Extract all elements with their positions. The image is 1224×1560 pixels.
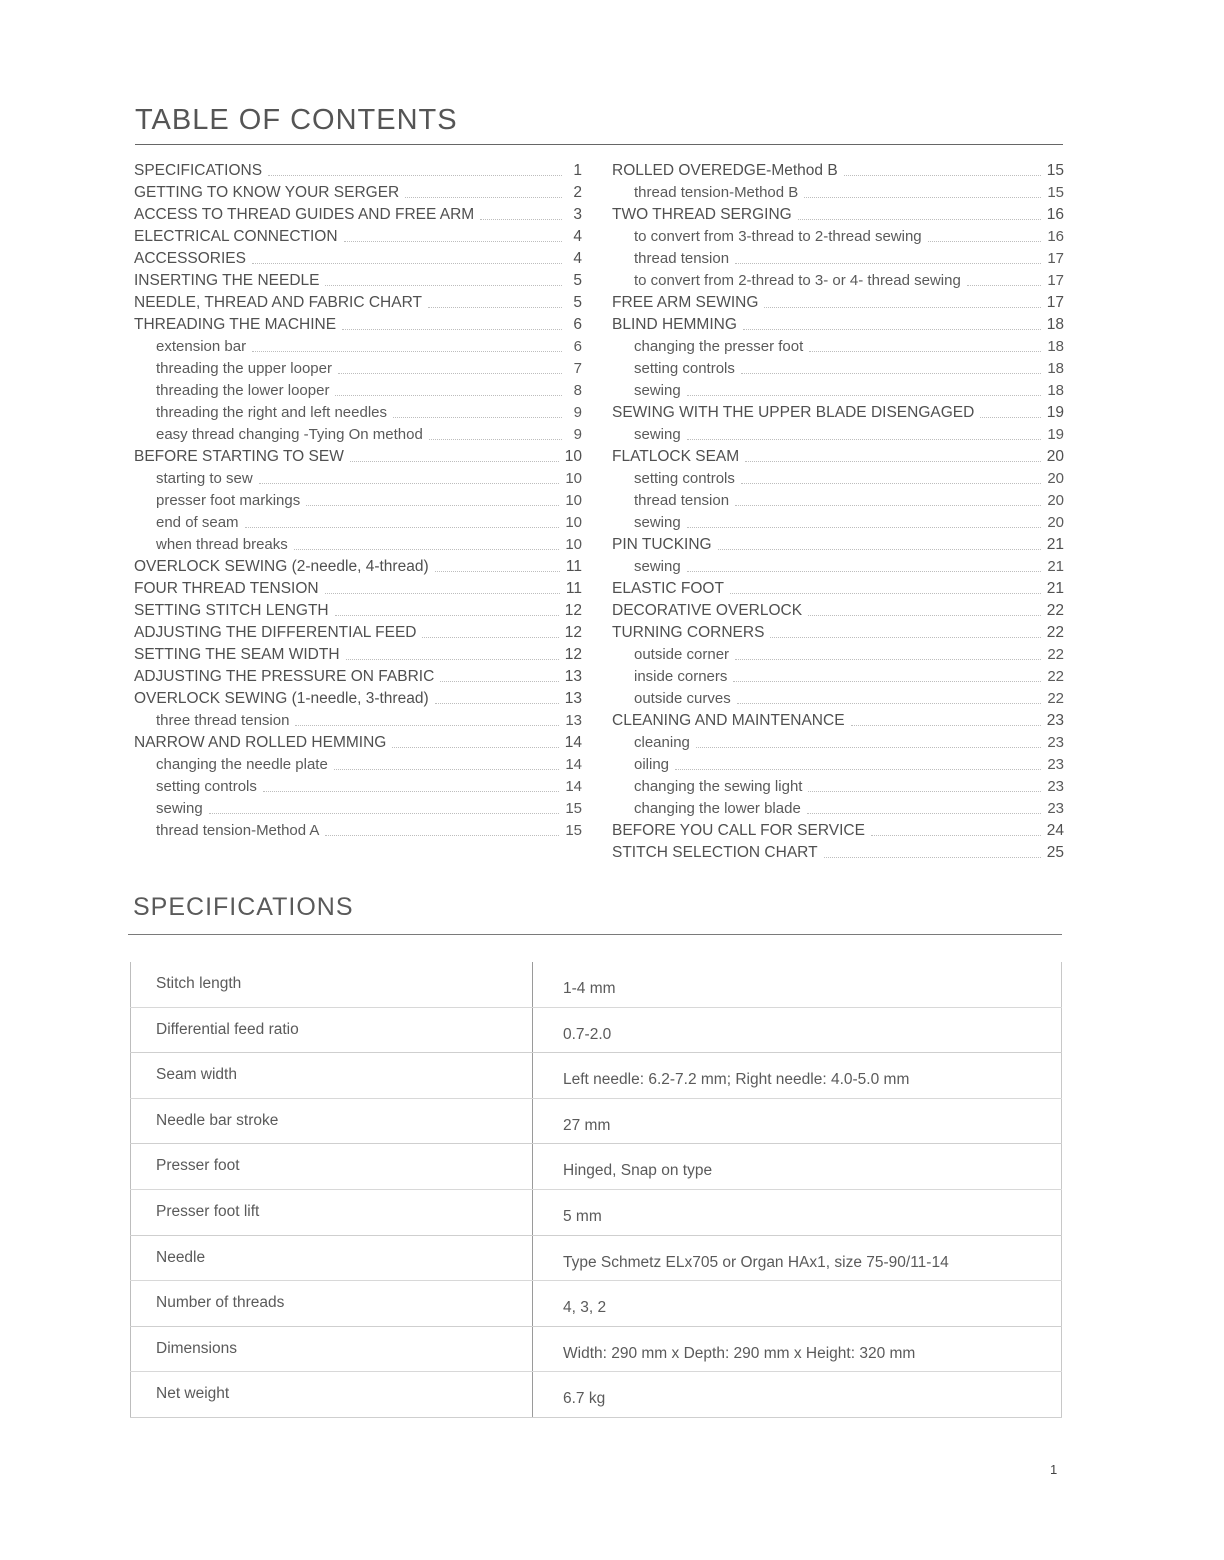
toc-leader-dots: [804, 196, 1041, 198]
toc-entry-label: sewing: [634, 558, 681, 575]
toc-entry-page: 13: [564, 690, 582, 707]
toc-entry-label: sewing: [634, 426, 681, 443]
toc-leader-dots: [344, 240, 562, 242]
toc-entry: [134, 270, 582, 292]
toc-entry-page: 18: [1046, 316, 1064, 333]
spec-row: [130, 1372, 1062, 1418]
toc-entry-label: outside curves: [634, 690, 731, 707]
toc-entry-page: 20: [1047, 470, 1064, 487]
toc-entry-label: sewing: [634, 382, 681, 399]
toc-leader-dots: [335, 394, 562, 396]
toc-entry-page: 22: [1047, 690, 1064, 707]
toc-entry-page: 12: [564, 624, 582, 641]
toc-entry-label: BEFORE YOU CALL FOR SERVICE: [612, 822, 865, 839]
toc-entry-label: threading the right and left needles: [156, 404, 387, 421]
toc-entry-label: end of seam: [156, 514, 239, 531]
toc-subentry: [612, 182, 1064, 204]
toc-entry-label: sewing: [156, 800, 203, 817]
toc-entry-label: BLIND HEMMING: [612, 316, 737, 333]
toc-title-rule: [135, 144, 1063, 145]
spec-value: Type Schmetz ELx705 or Organ HAx1, size 75-90/11-14: [532, 1236, 1062, 1281]
toc-leader-dots: [405, 196, 562, 198]
toc-entry-page: 18: [1047, 338, 1064, 355]
toc-entry-page: 24: [1046, 822, 1064, 839]
toc-entry-page: 14: [565, 756, 582, 773]
spec-key: Needle bar stroke: [130, 1099, 532, 1144]
toc-entry-label: CLEANING AND MAINTENANCE: [612, 712, 845, 729]
toc-entry-label: thread tension-Method A: [156, 822, 320, 839]
toc-entry-page: 21: [1047, 558, 1064, 575]
toc-entry-label: TURNING CORNERS: [612, 624, 765, 641]
toc-leader-dots: [440, 680, 558, 682]
toc-entry: [134, 226, 582, 248]
toc-entry-page: 10: [565, 492, 582, 509]
toc-leader-dots: [675, 768, 1041, 770]
toc-entry-page: 3: [573, 206, 582, 223]
toc-entry-page: 23: [1047, 800, 1064, 817]
toc-entry-page: 15: [565, 822, 582, 839]
toc-entry-label: SETTING THE SEAM WIDTH: [134, 646, 340, 663]
toc-subentry: [612, 512, 1064, 534]
specifications-table: [130, 962, 1062, 1418]
toc-entry-label: ROLLED OVEREDGE-Method B: [612, 162, 838, 179]
spec-key: Differential feed ratio: [130, 1008, 532, 1053]
spec-value: 1-4 mm: [532, 962, 1062, 1007]
toc-entry: [612, 160, 1064, 182]
toc-entry-label: NARROW AND ROLLED HEMMING: [134, 734, 387, 751]
toc-entry-label: thread tension-Method B: [634, 184, 799, 201]
toc-entry-label: thread tension: [634, 250, 730, 267]
toc-left-column: [134, 160, 582, 842]
toc-entry: [134, 248, 582, 270]
toc-entry-page: 15: [565, 800, 582, 817]
toc-right-column: [612, 160, 1064, 864]
toc-entry-page: 22: [1047, 646, 1064, 663]
toc-leader-dots: [809, 350, 1041, 352]
toc-leader-dots: [687, 394, 1042, 396]
toc-leader-dots: [346, 658, 559, 660]
toc-entry-page: 19: [1047, 426, 1064, 443]
toc-leader-dots: [967, 284, 1041, 286]
toc-entry: [134, 204, 582, 226]
spec-key: Presser foot lift: [130, 1190, 532, 1235]
toc-leader-dots: [808, 790, 1041, 792]
toc-subentry: [134, 424, 582, 446]
toc-entry: [134, 292, 582, 314]
toc-entry-label: SEWING WITH THE UPPER BLADE DISENGAGED: [612, 404, 975, 421]
spec-value: 6.7 kg: [532, 1372, 1062, 1417]
toc-entry-page: 10: [565, 514, 582, 531]
toc-subentry: [134, 754, 582, 776]
toc-leader-dots: [851, 724, 1041, 726]
toc-subentry: [612, 226, 1064, 248]
toc-entry-label: OVERLOCK SEWING (2-needle, 4-thread): [134, 558, 429, 575]
toc-entry-label: cleaning: [634, 734, 690, 751]
spec-value: 0.7-2.0: [532, 1008, 1062, 1053]
toc-entry: [134, 644, 582, 666]
toc-entry: [134, 160, 582, 182]
toc-leader-dots: [770, 636, 1040, 638]
toc-entry-label: NEEDLE, THREAD AND FABRIC CHART: [134, 294, 422, 311]
toc-entry-page: 20: [1047, 492, 1064, 509]
spec-key: Dimensions: [130, 1327, 532, 1372]
toc-leader-dots: [294, 548, 560, 550]
toc-leader-dots: [741, 372, 1041, 374]
toc-entry-page: 13: [564, 668, 582, 685]
toc-entry-label: BEFORE STARTING TO SEW: [134, 448, 344, 465]
toc-entry-page: 23: [1047, 756, 1064, 773]
toc-leader-dots: [428, 306, 562, 308]
toc-leader-dots: [392, 746, 558, 748]
toc-entry: [134, 314, 582, 336]
toc-entry-label: sewing: [634, 514, 681, 531]
toc-leader-dots: [325, 834, 559, 836]
toc-leader-dots: [735, 262, 1041, 264]
toc-subentry: [134, 358, 582, 380]
toc-entry: [134, 446, 582, 468]
toc-entry-page: 17: [1047, 272, 1064, 289]
toc-entry-label: outside corner: [634, 646, 730, 663]
toc-entry-label: to convert from 2-thread to 3- or 4- thread sewing: [634, 272, 961, 289]
toc-entry-page: 10: [564, 448, 582, 465]
spec-value: 4, 3, 2: [532, 1281, 1062, 1326]
toc-entry-page: 4: [573, 250, 582, 267]
toc-entry-label: SETTING STITCH LENGTH: [134, 602, 329, 619]
toc-entry-page: 14: [564, 734, 582, 751]
toc-leader-dots: [435, 570, 560, 572]
toc-entry-page: 22: [1046, 602, 1064, 619]
spec-row: [130, 1053, 1062, 1099]
toc-entry-page: 12: [564, 646, 582, 663]
toc-entry-page: 1: [573, 162, 582, 179]
toc-entry-page: 22: [1047, 668, 1064, 685]
spec-value: 27 mm: [532, 1099, 1062, 1144]
toc-subentry: [612, 490, 1064, 512]
toc-subentry: [612, 336, 1064, 358]
toc-entry-label: inside corners: [634, 668, 728, 685]
toc-entry: [134, 732, 582, 754]
toc-entry-label: ACCESS TO THREAD GUIDES AND FREE ARM: [134, 206, 475, 223]
toc-leader-dots: [696, 746, 1041, 748]
toc-entry-label: threading the lower looper: [156, 382, 330, 399]
toc-entry-label: FOUR THREAD TENSION: [134, 580, 319, 597]
toc-entry-page: 16: [1047, 228, 1064, 245]
toc-entry-page: 7: [573, 360, 582, 377]
toc-subentry: [134, 776, 582, 798]
toc-leader-dots: [928, 240, 1042, 242]
toc-leader-dots: [338, 372, 562, 374]
toc-entry-label: extension bar: [156, 338, 247, 355]
toc-leader-dots: [764, 306, 1040, 308]
toc-entry-label: changing the needle plate: [156, 756, 328, 773]
toc-entry-label: when thread breaks: [156, 536, 288, 553]
toc-leader-dots: [718, 548, 1041, 550]
toc-subentry: [612, 798, 1064, 820]
toc-entry-label: oiling: [634, 756, 670, 773]
spec-value: Hinged, Snap on type: [532, 1144, 1062, 1189]
toc-entry-page: 15: [1046, 162, 1064, 179]
toc-entry: [612, 842, 1064, 864]
toc-entry: [612, 710, 1064, 732]
toc-leader-dots: [687, 438, 1042, 440]
toc-entry-page: 22: [1046, 624, 1064, 641]
specifications-title: SPECIFICATIONS: [133, 893, 354, 921]
toc-entry-label: INSERTING THE NEEDLE: [134, 272, 320, 289]
toc-leader-dots: [743, 328, 1041, 330]
toc-entry-page: 23: [1047, 778, 1064, 795]
toc-subentry: [134, 820, 582, 842]
toc-entry-page: 6: [573, 316, 582, 333]
toc-entry-label: changing the lower blade: [634, 800, 801, 817]
toc-subentry: [134, 380, 582, 402]
toc-leader-dots: [730, 592, 1041, 594]
toc-leader-dots: [325, 284, 562, 286]
toc-leader-dots: [252, 350, 562, 352]
toc-entry-page: 5: [573, 272, 582, 289]
toc-leader-dots: [980, 416, 1040, 418]
toc-entry: [612, 600, 1064, 622]
toc-subentry: [612, 644, 1064, 666]
toc-entry-label: THREADING THE MACHINE: [134, 316, 337, 333]
toc-entry-page: 19: [1046, 404, 1064, 421]
toc-leader-dots: [871, 834, 1041, 836]
toc-leader-dots: [733, 680, 1041, 682]
spec-key: Seam width: [130, 1053, 532, 1098]
specifications-title-rule: [128, 934, 1062, 935]
toc-subentry: [134, 798, 582, 820]
spec-row: [130, 1008, 1062, 1054]
toc-entry-label: SPECIFICATIONS: [134, 162, 263, 179]
toc-entry-label: thread tension: [634, 492, 730, 509]
toc-entry-label: ELECTRICAL CONNECTION: [134, 228, 338, 245]
toc-leader-dots: [737, 702, 1042, 704]
toc-subentry: [612, 666, 1064, 688]
toc-entry-page: 10: [565, 470, 582, 487]
toc-entry: [612, 402, 1064, 424]
toc-subentry: [134, 490, 582, 512]
page-number: 1: [1050, 1462, 1058, 1477]
toc-entry: [134, 556, 582, 578]
spec-value: Width: 290 mm x Depth: 290 mm x Height: 320 mm: [532, 1327, 1062, 1372]
toc-subentry: [134, 336, 582, 358]
spec-row: [130, 1327, 1062, 1373]
toc-entry-label: DECORATIVE OVERLOCK: [612, 602, 803, 619]
toc-entry-page: 25: [1046, 844, 1064, 861]
toc-entry-label: PIN TUCKING: [612, 536, 712, 553]
toc-subentry: [134, 710, 582, 732]
toc-subentry: [134, 534, 582, 556]
toc-entry-page: 15: [1047, 184, 1064, 201]
toc-leader-dots: [306, 504, 559, 506]
toc-entry: [612, 314, 1064, 336]
toc-entry-label: TWO THREAD SERGING: [612, 206, 792, 223]
toc-entry-label: GETTING TO KNOW YOUR SERGER: [134, 184, 400, 201]
toc-subentry: [612, 556, 1064, 578]
toc-subentry: [612, 688, 1064, 710]
toc-entry-page: 12: [564, 602, 582, 619]
toc-leader-dots: [687, 526, 1042, 528]
toc-entry: [612, 534, 1064, 556]
toc-entry: [612, 204, 1064, 226]
spec-row: [130, 1144, 1062, 1190]
toc-entry-page: 17: [1046, 294, 1064, 311]
toc-entry-page: 18: [1047, 360, 1064, 377]
toc-leader-dots: [325, 592, 560, 594]
toc-entry: [134, 688, 582, 710]
spec-key: Number of threads: [130, 1281, 532, 1326]
toc-entry-label: ELASTIC FOOT: [612, 580, 724, 597]
toc-leader-dots: [798, 218, 1041, 220]
toc-entry-page: 23: [1046, 712, 1064, 729]
toc-entry-label: OVERLOCK SEWING (1-needle, 3-thread): [134, 690, 429, 707]
toc-entry-label: FLATLOCK SEAM: [612, 448, 740, 465]
toc-entry: [134, 666, 582, 688]
toc-entry-label: ACCESSORIES: [134, 250, 246, 267]
toc-entry-page: 11: [565, 558, 582, 575]
spec-row: [130, 1099, 1062, 1145]
toc-subentry: [134, 468, 582, 490]
spec-row: [130, 1281, 1062, 1327]
toc-leader-dots: [844, 174, 1041, 176]
toc-leader-dots: [259, 482, 560, 484]
toc-leader-dots: [422, 636, 558, 638]
spec-row: [130, 1236, 1062, 1282]
toc-subentry: [612, 424, 1064, 446]
toc-leader-dots: [263, 790, 559, 792]
toc-entry-page: 9: [573, 426, 582, 443]
toc-entry-page: 20: [1047, 514, 1064, 531]
toc-leader-dots: [435, 702, 559, 704]
toc-entry: [612, 446, 1064, 468]
toc-leader-dots: [807, 812, 1042, 814]
toc-entry-label: threading the upper looper: [156, 360, 332, 377]
toc-subentry: [612, 380, 1064, 402]
toc-entry-page: 11: [565, 580, 582, 597]
toc-leader-dots: [209, 812, 560, 814]
toc-entry-page: 14: [565, 778, 582, 795]
toc-entry-label: ADJUSTING THE PRESSURE ON FABRIC: [134, 668, 435, 685]
toc-leader-dots: [393, 416, 562, 418]
toc-entry-label: setting controls: [156, 778, 257, 795]
toc-subentry: [612, 358, 1064, 380]
toc-entry-page: 9: [573, 404, 582, 421]
toc-entry-label: to convert from 3-thread to 2-thread sewing: [634, 228, 922, 245]
toc-entry-label: starting to sew: [156, 470, 253, 487]
toc-subentry: [612, 732, 1064, 754]
toc-entry: [612, 820, 1064, 842]
toc-entry: [134, 622, 582, 644]
toc-entry-page: 16: [1046, 206, 1064, 223]
toc-entry-label: STITCH SELECTION CHART: [612, 844, 818, 861]
toc-entry-label: easy thread changing -Tying On method: [156, 426, 423, 443]
toc-entry-page: 20: [1046, 448, 1064, 465]
spec-value: Left needle: 6.2-7.2 mm; Right needle: 4.0-5.0 mm: [532, 1053, 1062, 1098]
toc-entry-page: 18: [1047, 382, 1064, 399]
spec-value: 5 mm: [532, 1190, 1062, 1235]
toc-leader-dots: [735, 504, 1041, 506]
toc-leader-dots: [741, 482, 1041, 484]
toc-leader-dots: [350, 460, 559, 462]
toc-entry-page: 21: [1046, 580, 1064, 597]
toc-leader-dots: [335, 614, 559, 616]
toc-entry-page: 21: [1046, 536, 1064, 553]
toc-leader-dots: [687, 570, 1042, 572]
toc-entry-page: 4: [573, 228, 582, 245]
toc-title: TABLE OF CONTENTS: [135, 104, 458, 136]
toc-entry: [612, 622, 1064, 644]
spec-row: [130, 1190, 1062, 1236]
spec-key: Stitch length: [130, 962, 532, 1007]
toc-entry-page: 6: [573, 338, 582, 355]
toc-entry-page: 23: [1047, 734, 1064, 751]
toc-leader-dots: [480, 218, 562, 220]
toc-leader-dots: [735, 658, 1041, 660]
toc-leader-dots: [745, 460, 1041, 462]
toc-leader-dots: [245, 526, 560, 528]
toc-subentry: [134, 512, 582, 534]
toc-subentry: [612, 248, 1064, 270]
toc-entry: [134, 182, 582, 204]
toc-entry-page: 13: [565, 712, 582, 729]
toc-entry-label: setting controls: [634, 360, 735, 377]
toc-entry-label: three thread tension: [156, 712, 290, 729]
spec-key: Presser foot: [130, 1144, 532, 1189]
toc-leader-dots: [429, 438, 562, 440]
toc-subentry: [612, 270, 1064, 292]
toc-entry-page: 8: [573, 382, 582, 399]
toc-entry: [134, 578, 582, 600]
toc-entry-page: 2: [573, 184, 582, 201]
toc-subentry: [612, 776, 1064, 798]
toc-entry-label: setting controls: [634, 470, 735, 487]
toc-entry-label: changing the presser foot: [634, 338, 804, 355]
spec-key: Net weight: [130, 1372, 532, 1417]
toc-entry-label: ADJUSTING THE DIFFERENTIAL FEED: [134, 624, 417, 641]
toc-leader-dots: [252, 262, 562, 264]
toc-leader-dots: [295, 724, 559, 726]
toc-subentry: [134, 402, 582, 424]
toc-leader-dots: [342, 328, 562, 330]
toc-leader-dots: [824, 856, 1041, 858]
toc-leader-dots: [808, 614, 1041, 616]
toc-entry-page: 10: [565, 536, 582, 553]
toc-entry-label: changing the sewing light: [634, 778, 803, 795]
toc-entry-page: 17: [1047, 250, 1064, 267]
toc-leader-dots: [334, 768, 560, 770]
toc-entry-label: presser foot markings: [156, 492, 301, 509]
spec-row: [130, 962, 1062, 1008]
spec-key: Needle: [130, 1236, 532, 1281]
toc-entry: [134, 600, 582, 622]
toc-entry: [612, 292, 1064, 314]
toc-entry-label: FREE ARM SEWING: [612, 294, 759, 311]
toc-subentry: [612, 468, 1064, 490]
toc-subentry: [612, 754, 1064, 776]
toc-entry-page: 5: [573, 294, 582, 311]
toc-leader-dots: [268, 174, 562, 176]
toc-entry: [612, 578, 1064, 600]
